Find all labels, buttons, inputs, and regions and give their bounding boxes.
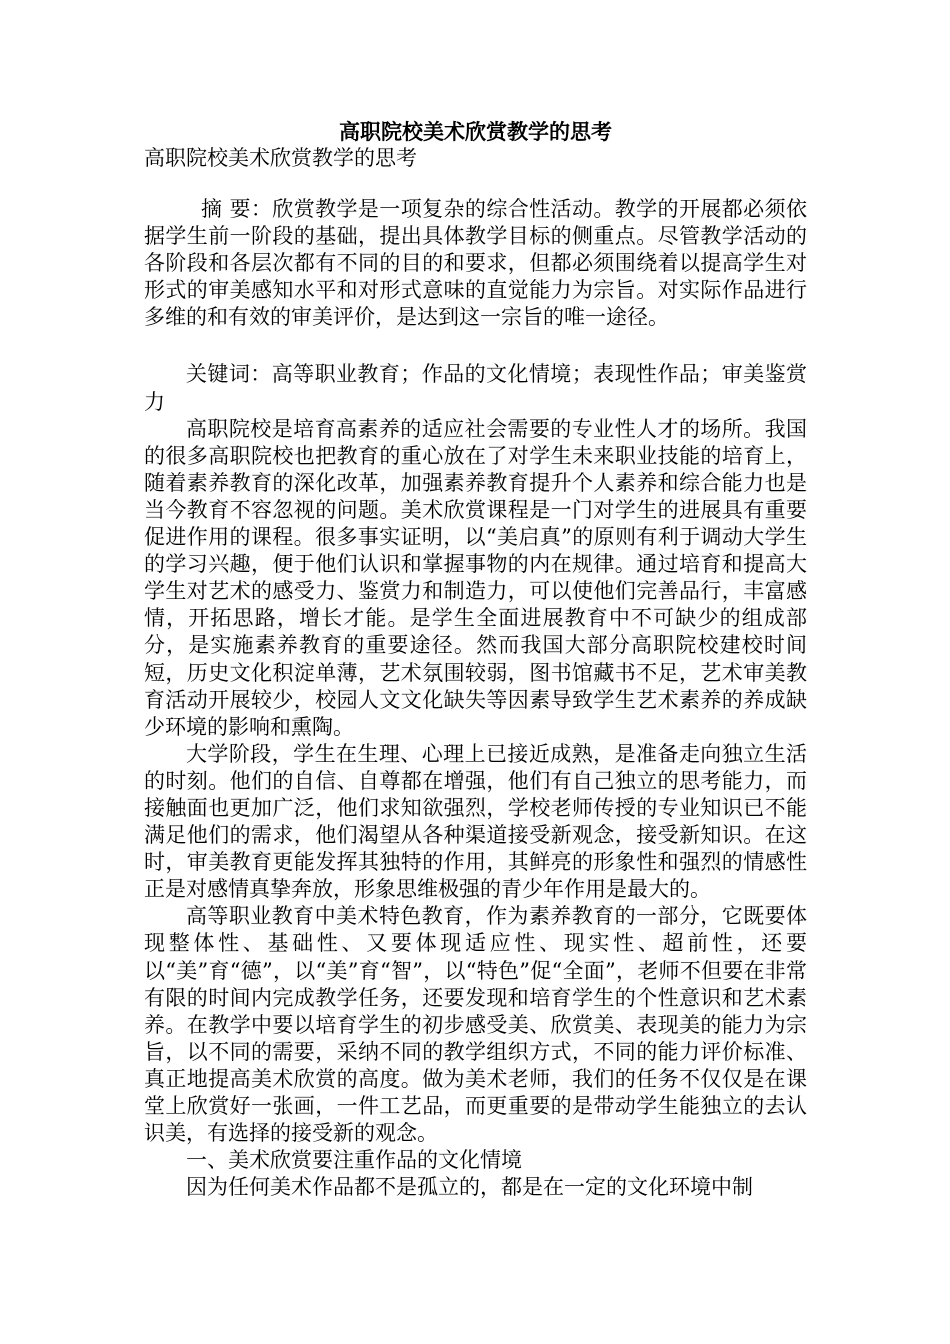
document-subtitle: 高职院校美术欣赏教学的思考 xyxy=(144,146,417,170)
section-heading: 一、美术欣赏要注重作品的文化情境 xyxy=(186,1148,522,1173)
body-paragraph-4: 因为任何美术作品都不是孤立的，都是在一定的文化环境中制 xyxy=(186,1175,753,1200)
spacer xyxy=(144,172,807,196)
document-title: 高职院校美术欣赏教学的思考 xyxy=(339,119,612,144)
keywords-paragraph: 关键词：高等职业教育；作品的文化情境；表现性作品；审美鉴赏力 xyxy=(144,362,807,414)
body-paragraph-3: 高等职业教育中美术特色教育，作为素养教育的一部分，它既要体现整体性、基础性、又要体现适应性、现实性、超前性，还要以“美”育“德”，以“美”育“智”，以“特色”促“全面”，老师不但要在非常有限的时间内完成教学任务，还要发现和培育学生的个性意识和艺术素养。在教学中要以培育学生的初步感受美、欣赏美、表现美的能力为宗旨，以不同的需要，采纳不同的教学组织方式，不同的能力评价标准、真正地提高美术欣赏的高度。做为美术老师，我们的任务不仅仅是在课堂上欣赏好一张画，一件工艺品，而更重要的是带动学生能独立的去认识美，有选择的接受新的观念。 xyxy=(144,904,807,1146)
spacer xyxy=(144,331,807,361)
document-page xyxy=(144,118,807,1201)
body-paragraph-2: 大学阶段，学生在生理、心理上已接近成熟，是准备走向独立生活的时刻。他们的自信、自尊都在增强，他们有自己独立的思考能力，而接触面也更加广泛，他们求知欲强烈，学校老师传授的专业知识已不能满足他们的需求，他们渴望从各种渠道接受新观念，接受新知识。在这时，审美教育更能发挥其独特的作用，其鲜亮的形象性和强烈的情感性正是对感情真挚奔放，形象思维极强的青少年作用是最大的。 xyxy=(144,741,807,902)
abstract-paragraph: 摘 要：欣赏教学是一项复杂的综合性活动。教学的开展都必须依据学生前一阶段的基础，提出具体教学目标的侧重点。尽管教学活动的各阶段和各层次都有不同的目的和要求，但都必须围绕着以提高学生对形式的审美感知水平和对形式意味的直觉能力为宗旨。对实际作品进行多维的和有效的审美评价，是达到这一宗旨的唯一途径。 xyxy=(144,197,807,330)
body-paragraph-1: 高职院校是培育高素养的适应社会需要的专业性人才的场所。我国的很多高职院校也把教育的重心放在了对学生未来职业技能的培育上，随着素养教育的深化改革，加强素养教育提升个人素养和综合能力也是当今教育不容忽视的问题。美术欣赏课程是一门对学生的进展具有重要促进作用的课程。很多事实证明，以“美启真”的原则有利于调动大学生的学习兴趣，便于他们认识和掌握事物的内在规律。通过培育和提高大学生对艺术的感受力、鉴赏力和制造力，可以使他们完善品行，丰富感情，开拓思路，增长才能。是学生全面进展教育中不可缺少的组成部分，是实施素养教育的重要途径。然而我国大部分高职院校建校时间短，历史文化积淀单薄，艺术氛围较弱，图书馆藏书不足，艺术审美教育活动开展较少，校园人文文化缺失等因素导致学生艺术素养的养成缺少环境的影响和熏陶。 xyxy=(144,416,807,739)
